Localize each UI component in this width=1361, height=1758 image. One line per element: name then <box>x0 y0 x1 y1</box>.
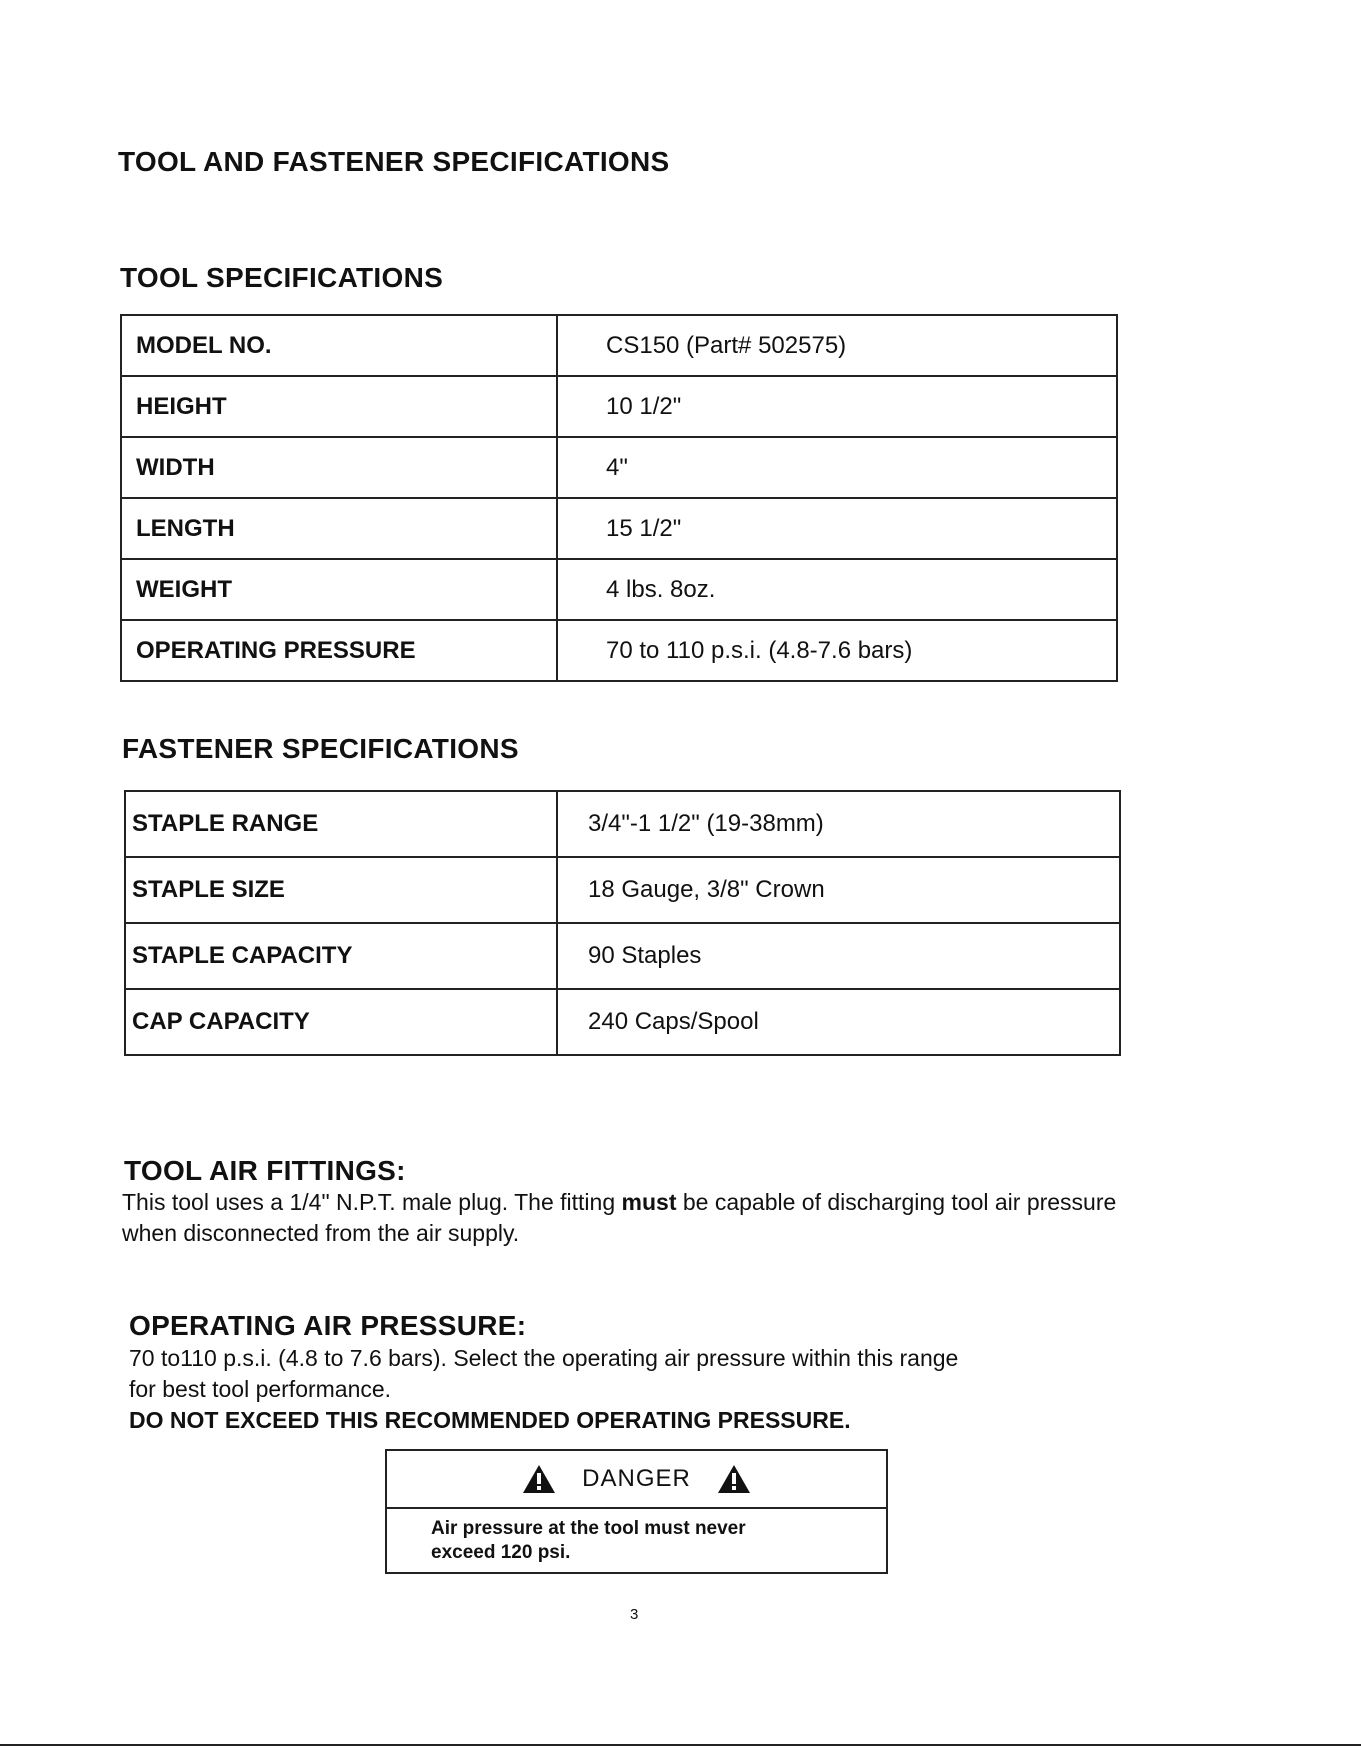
spec-label: STAPLE CAPACITY <box>125 923 557 989</box>
page-number: 3 <box>630 1606 639 1623</box>
spec-value: 3/4"-1 1/2" (19-38mm) <box>557 791 1120 857</box>
operating-pressure-line1: 70 to110 p.s.i. (4.8 to 7.6 bars). Select the operating air pressure within this range <box>129 1345 959 1371</box>
table-row <box>121 315 1117 376</box>
spec-label: OPERATING PRESSURE <box>121 620 557 681</box>
spec-value: 4 lbs. 8oz. <box>557 559 1117 620</box>
spec-label: STAPLE SIZE <box>125 857 557 923</box>
tool-specs-heading: TOOL SPECIFICATIONS <box>120 262 444 293</box>
danger-line: exceed 120 psi. <box>431 1542 571 1563</box>
spec-value: 240 Caps/Spool <box>557 989 1120 1055</box>
danger-box <box>385 1449 888 1574</box>
fastener-specs-table <box>124 790 1121 1056</box>
spec-value: 15 1/2" <box>557 498 1117 559</box>
air-fittings-text: This tool uses a 1/4" N.P.T. male plug. The fitting <box>122 1189 622 1215</box>
danger-label: DANGER <box>582 1465 691 1492</box>
table-row <box>121 376 1117 437</box>
table-row <box>121 559 1117 620</box>
air-fittings-heading: TOOL AIR FITTINGS: <box>124 1155 406 1186</box>
spec-value: 90 Staples <box>557 923 1120 989</box>
fastener-specs-heading: FASTENER SPECIFICATIONS <box>122 733 519 764</box>
page-title: TOOL AND FASTENER SPECIFICATIONS <box>118 146 670 177</box>
spec-value: 10 1/2" <box>557 376 1117 437</box>
spec-label: LENGTH <box>121 498 557 559</box>
danger-line: Air pressure at the tool must never <box>431 1518 746 1539</box>
table-row <box>121 437 1117 498</box>
spec-label: CAP CAPACITY <box>125 989 557 1055</box>
warning-triangle-icon <box>717 1464 751 1494</box>
danger-header <box>387 1451 886 1509</box>
spec-label: HEIGHT <box>121 376 557 437</box>
spec-value: 18 Gauge, 3/8" Crown <box>557 857 1120 923</box>
spec-label: WEIGHT <box>121 559 557 620</box>
table-row <box>125 923 1120 989</box>
spec-value: CS150 (Part# 502575) <box>557 315 1117 376</box>
tool-specs-table <box>120 314 1118 682</box>
spec-label: STAPLE RANGE <box>125 791 557 857</box>
air-fittings-text-cont: be capable of discharging tool air pressure when disconnected from the air supply. <box>122 1189 1117 1246</box>
spec-value: 4" <box>557 437 1117 498</box>
warning-triangle-icon <box>522 1464 556 1494</box>
operating-pressure-line2: for best tool performance. <box>129 1376 392 1402</box>
bottom-rule <box>0 1744 1361 1746</box>
operating-pressure-heading: OPERATING AIR PRESSURE: <box>129 1310 527 1341</box>
air-fittings-paragraph <box>122 1187 1122 1249</box>
table-row <box>125 989 1120 1055</box>
danger-message <box>387 1509 886 1565</box>
spec-value: 70 to 110 p.s.i. (4.8-7.6 bars) <box>557 620 1117 681</box>
spec-label: WIDTH <box>121 437 557 498</box>
table-row <box>125 791 1120 857</box>
operating-pressure-warning: DO NOT EXCEED THIS RECOMMENDED OPERATING PRESSURE. <box>129 1407 851 1433</box>
table-row <box>121 620 1117 681</box>
table-row <box>121 498 1117 559</box>
table-row <box>125 857 1120 923</box>
air-fittings-emphasis: must <box>621 1189 677 1215</box>
spec-label: MODEL NO. <box>121 315 557 376</box>
